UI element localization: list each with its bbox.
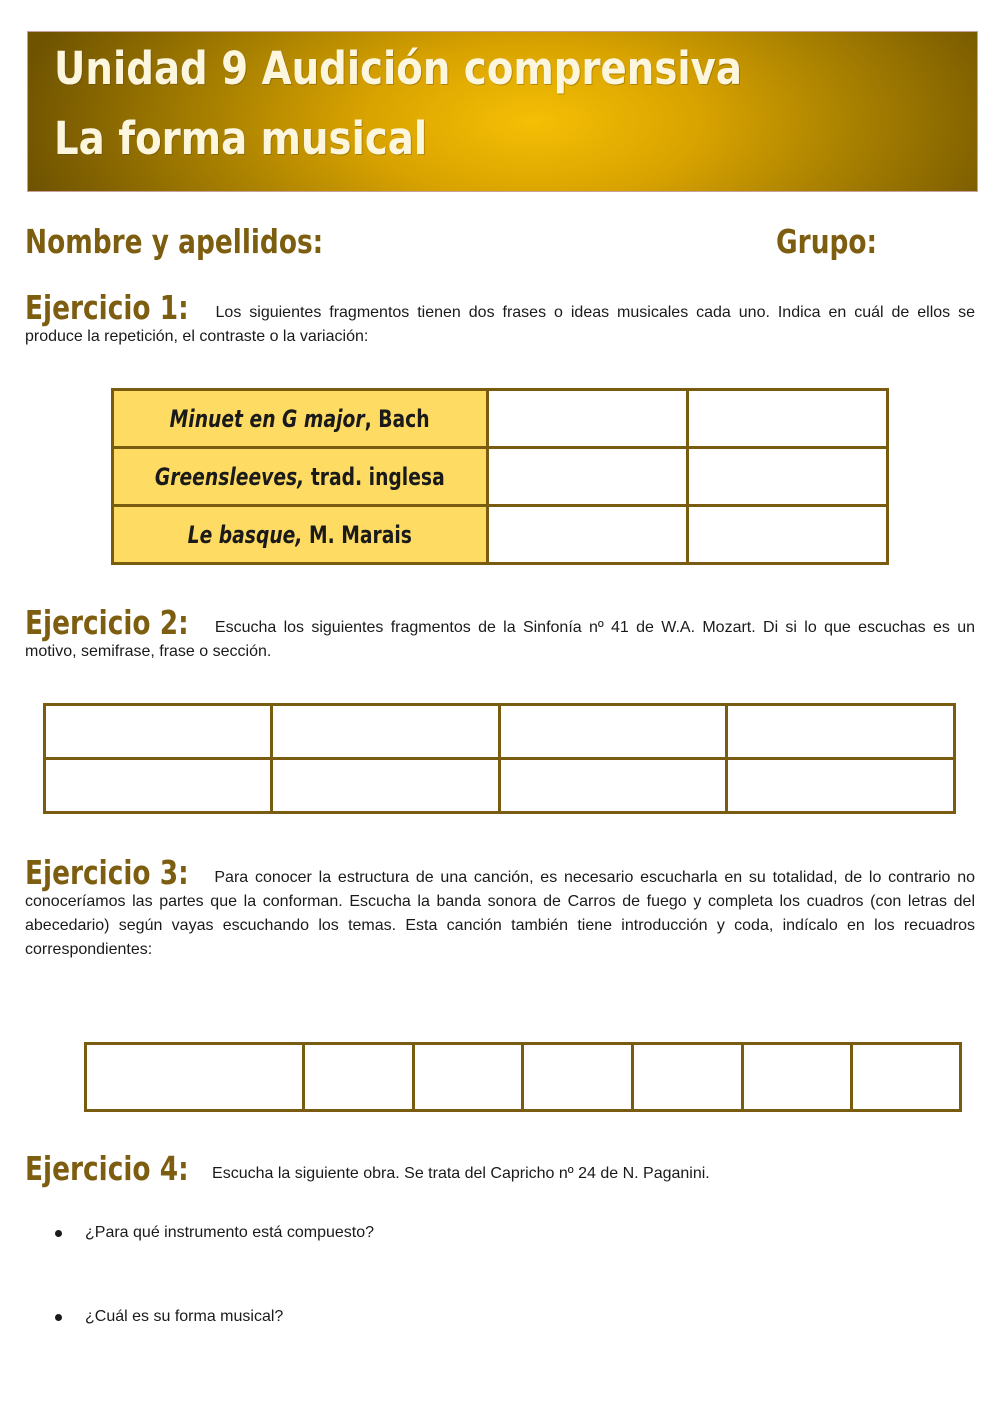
title-banner [27,31,978,192]
piece-title: Le basque, [187,520,303,549]
piece-cell [113,448,488,506]
answer-cell[interactable] [304,1044,414,1111]
unit-title: Unidad 9 Audición comprensiva [54,42,743,95]
answer-cell[interactable] [726,705,954,759]
bullet-icon [55,1230,62,1237]
table-row [86,1044,961,1111]
exercise-3-table [84,1042,962,1112]
answer-cell[interactable] [45,705,272,759]
answer-cell[interactable] [272,705,499,759]
exercise-2-label: Ejercicio 2: [25,603,189,642]
answer-cell[interactable] [726,759,954,813]
exercise-4-questions [52,1221,374,1245]
exercise-2-text: Escucha los siguientes fragmentos de la Sinfonía nº 41 de W.A. Mozart. Di si lo que escuchas es un motivo, semifrase, frase o sección. [25,619,975,660]
question-text: ¿Para qué instrumento está compuesto? [85,1224,375,1241]
answer-cell[interactable] [413,1044,523,1111]
exercise-3-text: Para conocer la estructura de una canción, es necesario escucharla en su totalidad, de lo contrario no conoceríamos las partes que la conforman. Escucha la banda sonora de Carros de fuego y completa los cuadros (con letras del abecedario) según vayas escuchando los temas. Esta canción también tiene introducción y coda, indícalo en los recuadros correspondientes: [25,869,975,958]
answer-cell[interactable] [523,1044,633,1111]
name-label: Nombre y apellidos: [25,222,324,261]
answer-cell[interactable] [687,390,887,448]
answer-cell[interactable] [852,1044,961,1111]
exercise-2-table [43,703,956,814]
answer-cell[interactable] [499,759,726,813]
exercise-4 [25,1149,975,1188]
table-row [45,759,955,813]
answer-cell[interactable] [742,1044,852,1111]
exercise-1-text: Los siguientes fragmentos tienen dos frases o ideas musicales cada uno. Indica en cuál de ellos se produce la repetición, el contraste o la variación: [25,304,976,345]
answer-cell[interactable] [45,759,272,813]
answer-cell[interactable] [487,390,687,448]
piece-cell [113,390,488,448]
exercise-4-questions-2 [52,1305,283,1329]
table-row [45,705,955,759]
question-text: ¿Cuál es su forma musical? [85,1308,284,1325]
exercise-3 [25,853,975,962]
table-row [113,448,888,506]
answer-cell[interactable] [633,1044,743,1111]
exercise-2 [25,603,975,664]
exercise-4-label: Ejercicio 4: [25,1149,189,1188]
exercise-3-label: Ejercicio 3: [25,853,189,892]
topic-title: La forma musical [54,112,428,165]
answer-cell[interactable] [687,506,887,564]
exercise-1-label: Ejercicio 1: [25,288,189,327]
answer-cell[interactable] [487,448,687,506]
answer-cell[interactable] [272,759,499,813]
table-row [113,390,888,448]
exercise-1 [25,288,976,349]
answer-cell[interactable] [86,1044,304,1111]
piece-author: trad. inglesa [304,462,445,491]
piece-author: , Bach [364,404,430,433]
answer-cell[interactable] [499,705,726,759]
list-item [52,1221,374,1245]
group-label: Grupo: [776,222,878,261]
piece-cell [113,506,488,564]
piece-title: Greensleeves, [154,462,305,491]
exercise-4-text: Escucha la siguiente obra. Se trata del Capricho nº 24 de N. Paganini. [212,1165,710,1182]
list-item [52,1305,283,1329]
answer-cell[interactable] [487,506,687,564]
bullet-icon [55,1314,62,1321]
answer-cell[interactable] [687,448,887,506]
table-row [113,506,888,564]
piece-title: Minuet en G major [169,404,365,433]
exercise-1-table [111,388,889,565]
piece-author: M. Marais [302,520,412,549]
